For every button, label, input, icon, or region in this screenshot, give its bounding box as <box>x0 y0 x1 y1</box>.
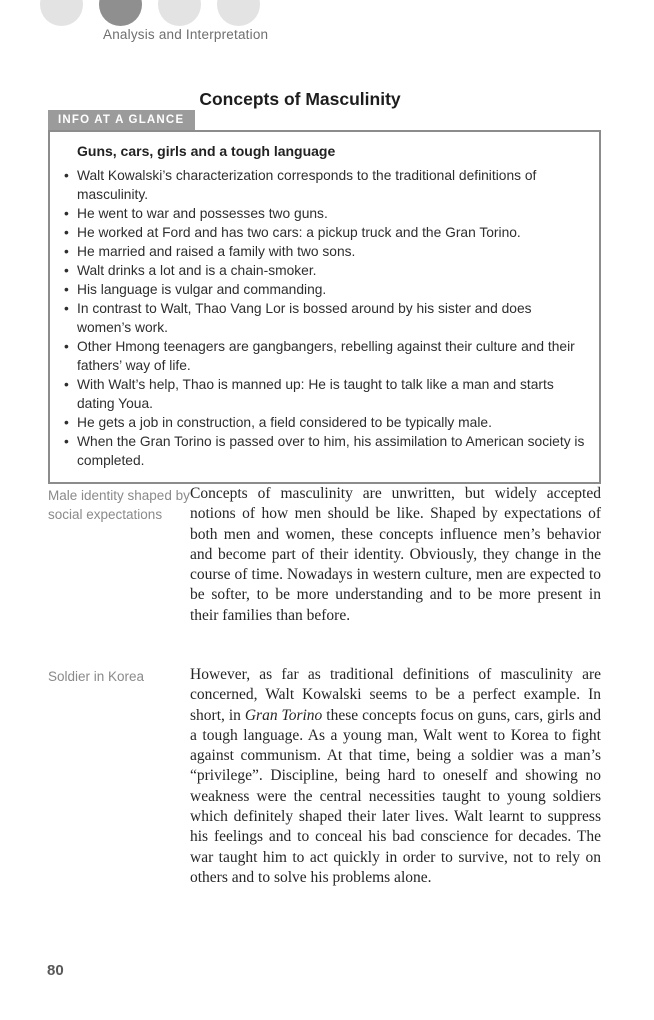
list-item: • His language is vulgar and commanding. <box>77 280 585 299</box>
list-item: • When the Gran Torino is passed over to him, his assimilation to American society is completed. <box>77 432 585 470</box>
list-item: • He worked at Ford and has two cars: a pickup truck and the Gran Torino. <box>77 223 585 242</box>
list-item: • With Walt’s help, Thao is manned up: He is taught to talk like a man and starts dating Youa. <box>77 375 585 413</box>
margin-note: Soldier in Korea <box>48 669 145 684</box>
list-item: • Other Hmong teenagers are gangbangers, rebelling against their culture and their fathers’ way of life. <box>77 337 585 375</box>
paragraph-text: these concepts focus on guns, cars, girls and a tough language. As a young man, Walt went to Korea to fight against communism. At that time, being a soldier was a man’s “privilege”. Discipline, being hard to oneself and showing no weakness were the central necessities taught to young soldiers which definitely shaped their later lives. Walt learnt to suppress his feelings and to conceal his bad conscience for decades. The war taught him to act quickly in order to survive, not to rely on others and to solve his problems alone. <box>190 706 601 886</box>
info-bullet-list <box>62 166 585 470</box>
list-item: • Walt Kowalski’s characterization corresponds to the traditional definitions of masculinity. <box>77 166 585 204</box>
progress-dot <box>158 0 201 26</box>
list-item: • He gets a job in construction, a field considered to be typically male. <box>77 413 585 432</box>
paragraph <box>190 665 601 888</box>
progress-dot <box>99 0 142 26</box>
list-item: • Walt drinks a lot and is a chain-smoker. <box>77 261 585 280</box>
paragraph-block <box>48 484 601 626</box>
paragraph-text: Concepts of masculinity are unwritten, but widely accepted notions of how men should be like. Shaped by expectations of both men and women, these concepts influence men’s behavior and become part of their identity. Obviously, they change in the course of time. Nowadays in western culture, men are expected to be softer, to be more understanding and to be more present in their families than before. <box>190 485 601 624</box>
paragraph-text: However, as far as traditional definitions of masculinity are concerned, Walt Kowalski seems to be a perfect example. In short, in <box>190 666 601 724</box>
list-item: • In contrast to Walt, Thao Vang Lor is bossed around by his sister and does women’s work. <box>77 299 585 337</box>
list-item: • He married and raised a family with two sons. <box>77 242 585 261</box>
info-at-a-glance-section <box>48 110 601 484</box>
list-item: • He went to war and possesses two guns. <box>77 204 585 223</box>
paragraph <box>190 484 601 626</box>
info-box-heading: Guns, cars, girls and a tough language <box>77 143 336 159</box>
paragraph-block <box>48 665 601 888</box>
margin-note: Male identity shaped by social expectations <box>48 488 190 522</box>
info-badge: INFO AT A GLANCE <box>48 110 195 130</box>
page-number: 80 <box>47 962 64 979</box>
progress-dot <box>40 0 83 26</box>
progress-dots <box>40 0 260 26</box>
info-box <box>48 130 601 484</box>
progress-dot <box>217 0 260 26</box>
page-title: Concepts of Masculinity <box>199 89 401 109</box>
movie-title-italic: Gran Torino <box>244 706 323 724</box>
section-label: Analysis and Interpretation <box>103 27 269 42</box>
